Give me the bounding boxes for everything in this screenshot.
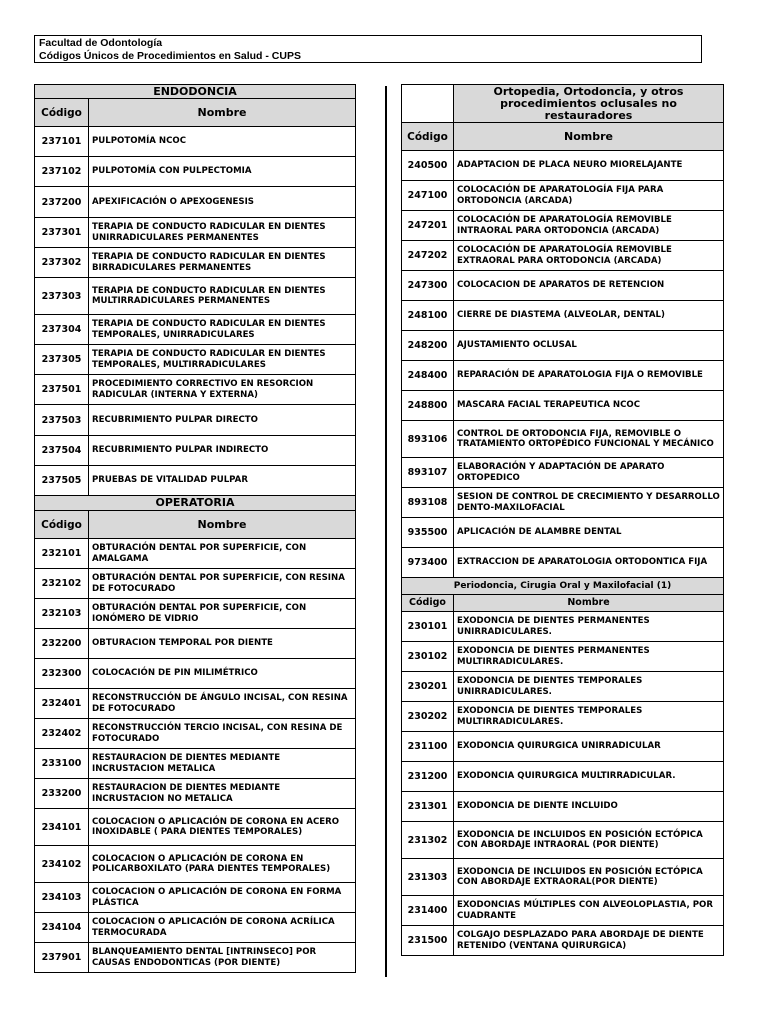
endodoncia-section-row	[35, 85, 356, 99]
procedure-name: BLANQUEAMIENTO DENTAL [INTRINSECO] POR CAUSAS ENDODONTICAS (POR DIENTE)	[89, 943, 356, 973]
procedure-code: 893108	[402, 488, 454, 518]
procedure-name: EXODONCIA DE DIENTES TEMPORALES UNIRRADICULARES.	[454, 672, 724, 702]
procedure-name: COLOCACION O APLICACIÓN DE CORONA EN FORMA PLÁSTICA	[89, 883, 356, 913]
table-row	[402, 211, 724, 241]
table-row	[402, 458, 724, 488]
procedure-name: REPARACIÓN DE APARATOLOGIA FIJA O REMOVIBLE	[454, 361, 724, 391]
table-row	[35, 883, 356, 913]
procedure-code: 231301	[402, 792, 454, 822]
code-column-header: Código	[35, 99, 89, 127]
table-row	[35, 779, 356, 809]
table-row	[402, 702, 724, 732]
table-row	[35, 218, 356, 248]
procedure-code: 232200	[35, 629, 89, 659]
procedure-name: RECONSTRUCCIÓN TERCIO INCISAL, CON RESINA DE FOTOCURADO	[89, 719, 356, 749]
procedure-code: 935500	[402, 518, 454, 548]
procedure-code: 237301	[35, 218, 89, 248]
table-row	[35, 127, 356, 157]
procedure-name: PULPOTOMÍA CON PULPECTOMIA	[89, 157, 356, 187]
procedure-name: COLOCACIÓN DE APARATOLOGÍA FIJA PARA ORTODONCIA (ARCADA)	[454, 181, 724, 211]
procedure-name: EXODONCIA DE DIENTE INCLUIDO	[454, 792, 724, 822]
procedure-name: TERAPIA DE CONDUCTO RADICULAR EN DIENTES BIRRADICULARES PERMANENTES	[89, 248, 356, 278]
table-row	[35, 809, 356, 846]
procedure-code: 232101	[35, 539, 89, 569]
procedure-code: 232102	[35, 569, 89, 599]
table-row	[35, 466, 356, 496]
table-row	[402, 271, 724, 301]
table-row	[402, 792, 724, 822]
name-column-header: Nombre	[89, 511, 356, 539]
right-procedures-table	[401, 84, 724, 956]
procedure-name: SESION DE CONTROL DE CRECIMIENTO Y DESARROLLO DENTO-MAXILOFACIAL	[454, 488, 724, 518]
procedure-name: OBTURACION TEMPORAL POR DIENTE	[89, 629, 356, 659]
procedure-name: EXODONCIA DE DIENTES PERMANENTES MULTIRRADICULARES.	[454, 642, 724, 672]
procedure-name: AJUSTAMIENTO OCLUSAL	[454, 331, 724, 361]
table-row	[35, 689, 356, 719]
procedure-name: COLOCACION O APLICACIÓN DE CORONA EN ACERO INOXIDABLE ( PARA DIENTES TEMPORALES)	[89, 809, 356, 846]
procedure-name: COLOCACIÓN DE APARATOLOGÍA REMOVIBLE EXTRAORAL PARA ORTODONCIA (ARCADA)	[454, 241, 724, 271]
procedure-name: RECONSTRUCCIÓN DE ÁNGULO INCISAL, CON RESINA DE FOTOCURADO	[89, 689, 356, 719]
procedure-name: COLGAJO DESPLAZADO PARA ABORDAJE DE DIENTE RETENIDO (VENTANA QUIRURGICA)	[454, 926, 724, 956]
procedure-name: PRUEBAS DE VITALIDAD PULPAR	[89, 466, 356, 496]
column-divider	[385, 86, 387, 977]
table-row	[402, 548, 724, 578]
ortopedia-section-row	[402, 85, 724, 123]
table-row	[35, 569, 356, 599]
periodoncia-section-title: Periodoncia, Cirugia Oral y Maxilofacial (1)	[402, 578, 724, 595]
operatoria-section-title: OPERATORIA	[35, 496, 356, 511]
code-column-header: Código	[35, 511, 89, 539]
procedure-name: EXTRACCION DE APARATOLOGIA ORTODONTICA FIJA	[454, 548, 724, 578]
table-row	[35, 248, 356, 278]
table-row	[402, 151, 724, 181]
procedure-name: OBTURACIÓN DENTAL POR SUPERFICIE, CON IONÓMERO DE VIDRIO	[89, 599, 356, 629]
table-row	[35, 187, 356, 218]
procedure-code: 234102	[35, 846, 89, 883]
table-row	[402, 241, 724, 271]
table-row	[402, 518, 724, 548]
table-row	[35, 599, 356, 629]
procedure-code: 893107	[402, 458, 454, 488]
procedure-name: TERAPIA DE CONDUCTO RADICULAR EN DIENTES TEMPORALES, UNIRRADICULARES	[89, 315, 356, 345]
procedure-name: EXODONCIA DE DIENTES TEMPORALES MULTIRRADICULARES.	[454, 702, 724, 732]
procedure-code: 237101	[35, 127, 89, 157]
table-row	[35, 846, 356, 883]
procedure-code: 247300	[402, 271, 454, 301]
table-row	[402, 859, 724, 896]
table-row	[35, 539, 356, 569]
procedure-code: 247202	[402, 241, 454, 271]
document-header	[34, 35, 702, 63]
table-row	[402, 926, 724, 956]
procedure-code: 248400	[402, 361, 454, 391]
table-row	[402, 732, 724, 762]
table-row	[402, 361, 724, 391]
table-row	[35, 629, 356, 659]
table-row	[35, 719, 356, 749]
operatoria-column-header-row	[35, 511, 356, 539]
name-column-header: Nombre	[89, 99, 356, 127]
ortopedia-section-title: Ortopedia, Ortodoncia, y otros procedimientos oclusales no restauradores	[454, 85, 724, 123]
procedure-name: EXODONCIA DE INCLUIDOS EN POSICIÓN ECTÓPICA CON ABORDAJE INTRAORAL (POR DIENTE)	[454, 822, 724, 859]
operatoria-section-row	[35, 496, 356, 511]
table-row	[402, 822, 724, 859]
procedure-name: RESTAURACION DE DIENTES MEDIANTE INCRUSTACION METALICA	[89, 749, 356, 779]
procedure-code: 232401	[35, 689, 89, 719]
procedure-code: 893106	[402, 421, 454, 458]
procedure-name: TERAPIA DE CONDUCTO RADICULAR EN DIENTES UNIRRADICULARES PERMANENTES	[89, 218, 356, 248]
procedure-code: 231303	[402, 859, 454, 896]
endodoncia-section-title: ENDODONCIA	[35, 85, 356, 99]
procedure-name: EXODONCIA DE INCLUIDOS EN POSICIÓN ECTÓPICA CON ABORDAJE EXTRAORAL(POR DIENTE)	[454, 859, 724, 896]
procedure-name: EXODONCIAS MÚLTIPLES CON ALVEOLOPLASTIA, POR CUADRANTE	[454, 896, 724, 926]
table-row	[402, 896, 724, 926]
table-row	[402, 488, 724, 518]
procedure-code: 237501	[35, 375, 89, 405]
procedure-code: 230201	[402, 672, 454, 702]
table-row	[35, 436, 356, 466]
procedure-code: 248200	[402, 331, 454, 361]
procedure-name: COLOCACION O APLICACIÓN DE CORONA EN POLICARBOXILATO (PARA DIENTES TEMPORALES)	[89, 846, 356, 883]
procedure-code: 231500	[402, 926, 454, 956]
table-row	[35, 943, 356, 973]
procedure-code: 230101	[402, 612, 454, 642]
procedure-code: 234103	[35, 883, 89, 913]
table-row	[402, 672, 724, 702]
procedure-code: 973400	[402, 548, 454, 578]
procedure-name: PROCEDIMIENTO CORRECTIVO EN RESORCION RADICULAR (INTERNA Y EXTERNA)	[89, 375, 356, 405]
ortopedia-column-header-row	[402, 123, 724, 151]
faculty-name: Facultad de Odontología	[39, 37, 163, 49]
procedure-name: COLOCACIÓN DE APARATOLOGÍA REMOVIBLE INTRAORAL PARA ORTODONCIA (ARCADA)	[454, 211, 724, 241]
procedure-name: PULPOTOMÍA NCOC	[89, 127, 356, 157]
table-row	[35, 278, 356, 315]
procedure-code: 237505	[35, 466, 89, 496]
procedure-code: 248100	[402, 301, 454, 331]
procedure-code: 232103	[35, 599, 89, 629]
table-row	[35, 749, 356, 779]
procedure-name: RECUBRIMIENTO PULPAR DIRECTO	[89, 405, 356, 436]
procedure-code: 237303	[35, 278, 89, 315]
procedure-name: EXODONCIA QUIRURGICA UNIRRADICULAR	[454, 732, 724, 762]
procedure-name: APEXIFICACIÓN O APEXOGENESIS	[89, 187, 356, 218]
procedure-code: 248800	[402, 391, 454, 421]
table-row	[402, 612, 724, 642]
procedure-code: 247201	[402, 211, 454, 241]
table-row	[402, 762, 724, 792]
procedure-name: EXODONCIA QUIRURGICA MULTIRRADICULAR.	[454, 762, 724, 792]
procedure-code: 237200	[35, 187, 89, 218]
table-row	[35, 659, 356, 689]
procedure-code: 231200	[402, 762, 454, 792]
procedure-code: 233100	[35, 749, 89, 779]
procedure-code: 237302	[35, 248, 89, 278]
name-column-header: Nombre	[454, 595, 724, 612]
table-row	[402, 642, 724, 672]
table-row	[35, 375, 356, 405]
table-row	[402, 301, 724, 331]
table-row	[402, 181, 724, 211]
procedure-code: 232402	[35, 719, 89, 749]
table-row	[402, 421, 724, 458]
procedure-code: 237504	[35, 436, 89, 466]
procedure-name: ELABORACIÓN Y ADAPTACIÓN DE APARATO ORTOPEDICO	[454, 458, 724, 488]
name-column-header: Nombre	[454, 123, 724, 151]
table-row	[35, 405, 356, 436]
procedure-name: OBTURACIÓN DENTAL POR SUPERFICIE, CON AMALGAMA	[89, 539, 356, 569]
procedure-code: 234101	[35, 809, 89, 846]
procedure-code: 232300	[35, 659, 89, 689]
procedure-code: 237102	[35, 157, 89, 187]
procedure-name: CONTROL DE ORTODONCIA FIJA, REMOVIBLE O TRATAMIENTO ORTOPÉDICO FUNCIONAL Y MECÁNICO	[454, 421, 724, 458]
procedure-code: 231400	[402, 896, 454, 926]
procedure-code: 240500	[402, 151, 454, 181]
procedure-name: COLOCACION DE APARATOS DE RETENCION	[454, 271, 724, 301]
procedure-name: APLICACIÓN DE ALAMBRE DENTAL	[454, 518, 724, 548]
code-column-header: Código	[402, 595, 454, 612]
periodoncia-section-row	[402, 578, 724, 595]
procedure-code: 237503	[35, 405, 89, 436]
procedure-code: 233200	[35, 779, 89, 809]
procedure-code: 231302	[402, 822, 454, 859]
endodoncia-column-header-row	[35, 99, 356, 127]
procedure-name: MASCARA FACIAL TERAPEUTICA NCOC	[454, 391, 724, 421]
procedure-name: TERAPIA DE CONDUCTO RADICULAR EN DIENTES TEMPORALES, MULTIRRADICULARES	[89, 345, 356, 375]
procedure-name: CIERRE DE DIASTEMA (ALVEOLAR, DENTAL)	[454, 301, 724, 331]
document-title: Códigos Únicos de Procedimientos en Salud - CUPS	[39, 50, 301, 62]
procedure-name: EXODONCIA DE DIENTES PERMANENTES UNIRRADICULARES.	[454, 612, 724, 642]
procedure-code: 247100	[402, 181, 454, 211]
procedure-name: ADAPTACION DE PLACA NEURO MIORELAJANTE	[454, 151, 724, 181]
procedure-code: 230102	[402, 642, 454, 672]
procedure-name: COLOCACIÓN DE PIN MILIMÉTRICO	[89, 659, 356, 689]
table-row	[402, 331, 724, 361]
procedure-name: RECUBRIMIENTO PULPAR INDIRECTO	[89, 436, 356, 466]
procedure-code: 237305	[35, 345, 89, 375]
periodoncia-column-header-row	[402, 595, 724, 612]
procedure-name: TERAPIA DE CONDUCTO RADICULAR EN DIENTES MULTIRRADICULARES PERMANENTES	[89, 278, 356, 315]
procedure-name: COLOCACION O APLICACIÓN DE CORONA ACRÍLICA TERMOCURADA	[89, 913, 356, 943]
procedure-code: 237901	[35, 943, 89, 973]
left-procedures-table	[34, 84, 356, 973]
table-row	[35, 315, 356, 345]
procedure-code: 237304	[35, 315, 89, 345]
code-column-header: Código	[402, 123, 454, 151]
ortopedia-section-blank-cell	[402, 85, 454, 123]
table-row	[35, 157, 356, 187]
table-row	[35, 913, 356, 943]
table-row	[35, 345, 356, 375]
table-row	[402, 391, 724, 421]
procedure-name: RESTAURACION DE DIENTES MEDIANTE INCRUSTACION NO METALICA	[89, 779, 356, 809]
procedure-name: OBTURACIÓN DENTAL POR SUPERFICIE, CON RESINA DE FOTOCURADO	[89, 569, 356, 599]
procedure-code: 234104	[35, 913, 89, 943]
procedure-code: 231100	[402, 732, 454, 762]
procedure-code: 230202	[402, 702, 454, 732]
